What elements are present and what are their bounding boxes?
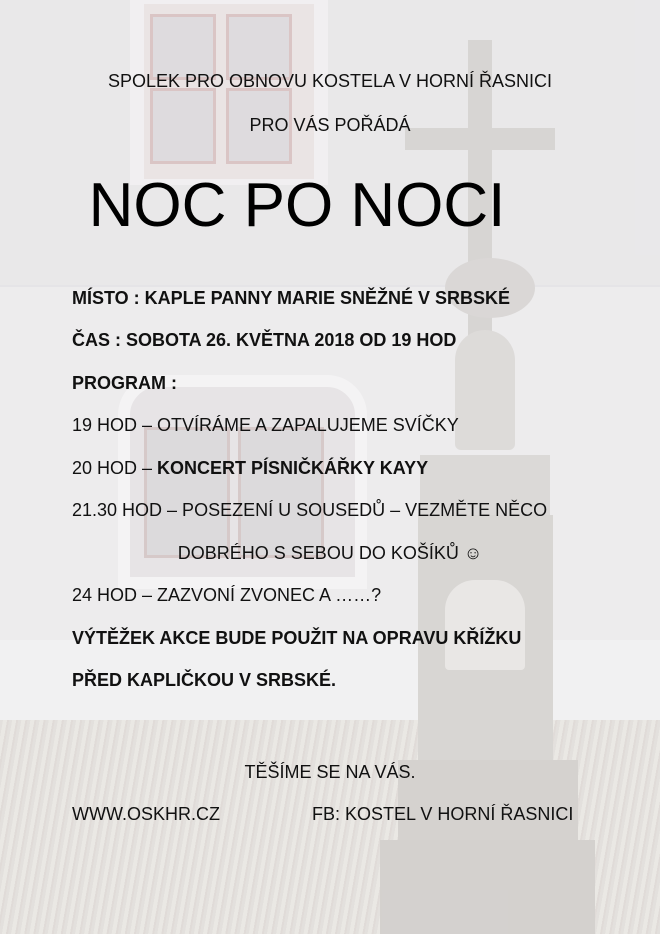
program-item-2 <box>72 457 428 479</box>
program-heading: PROGRAM : <box>72 373 177 393</box>
proceeds-line-1: VÝTĚŽEK AKCE BUDE POUŽIT NA OPRAVU KŘÍŽKU <box>72 628 522 648</box>
program-item-3-continuation: DOBRÉHO S SEBOU DO KOŠÍKŮ ☺ <box>177 543 483 563</box>
website-link[interactable]: WWW.OSKHR.CZ <box>72 804 220 824</box>
program-item-4: 24 HOD – ZAZVONÍ ZVONEC A ……? <box>72 585 382 605</box>
time-line: ČAS : SOBOTA 26. KVĚTNA 2018 OD 19 HOD <box>72 330 457 350</box>
program-item-2-concert: KONCERT PÍSNIČKÁŘKY KAYY <box>157 458 429 478</box>
facebook-link[interactable]: FB: KOSTEL V HORNÍ ŘASNICI <box>312 804 574 824</box>
organizer-line: SPOLEK PRO OBNOVU KOSTELA V HORNÍ ŘASNICI <box>107 71 553 91</box>
program-item-1: 19 HOD – OTVÍRÁME A ZAPALUJEME SVÍČKY <box>72 415 459 435</box>
closing-line: TĚŠÍME SE NA VÁS. <box>244 762 416 782</box>
presents-line: PRO VÁS POŘÁDÁ <box>249 115 411 135</box>
event-title: NOC PO NOCI <box>88 171 506 240</box>
program-item-3: 21.30 HOD – POSEZENÍ U SOUSEDŮ – VEZMĚTE NĚCO <box>72 500 548 520</box>
proceeds-line-2: PŘED KAPLIČKOU V SRBSKÉ. <box>72 670 337 690</box>
program-item-2-time: 20 HOD – <box>72 458 158 478</box>
venue-line: MÍSTO : KAPLE PANNY MARIE SNĚŽNÉ V SRBSKÉ <box>72 288 511 308</box>
